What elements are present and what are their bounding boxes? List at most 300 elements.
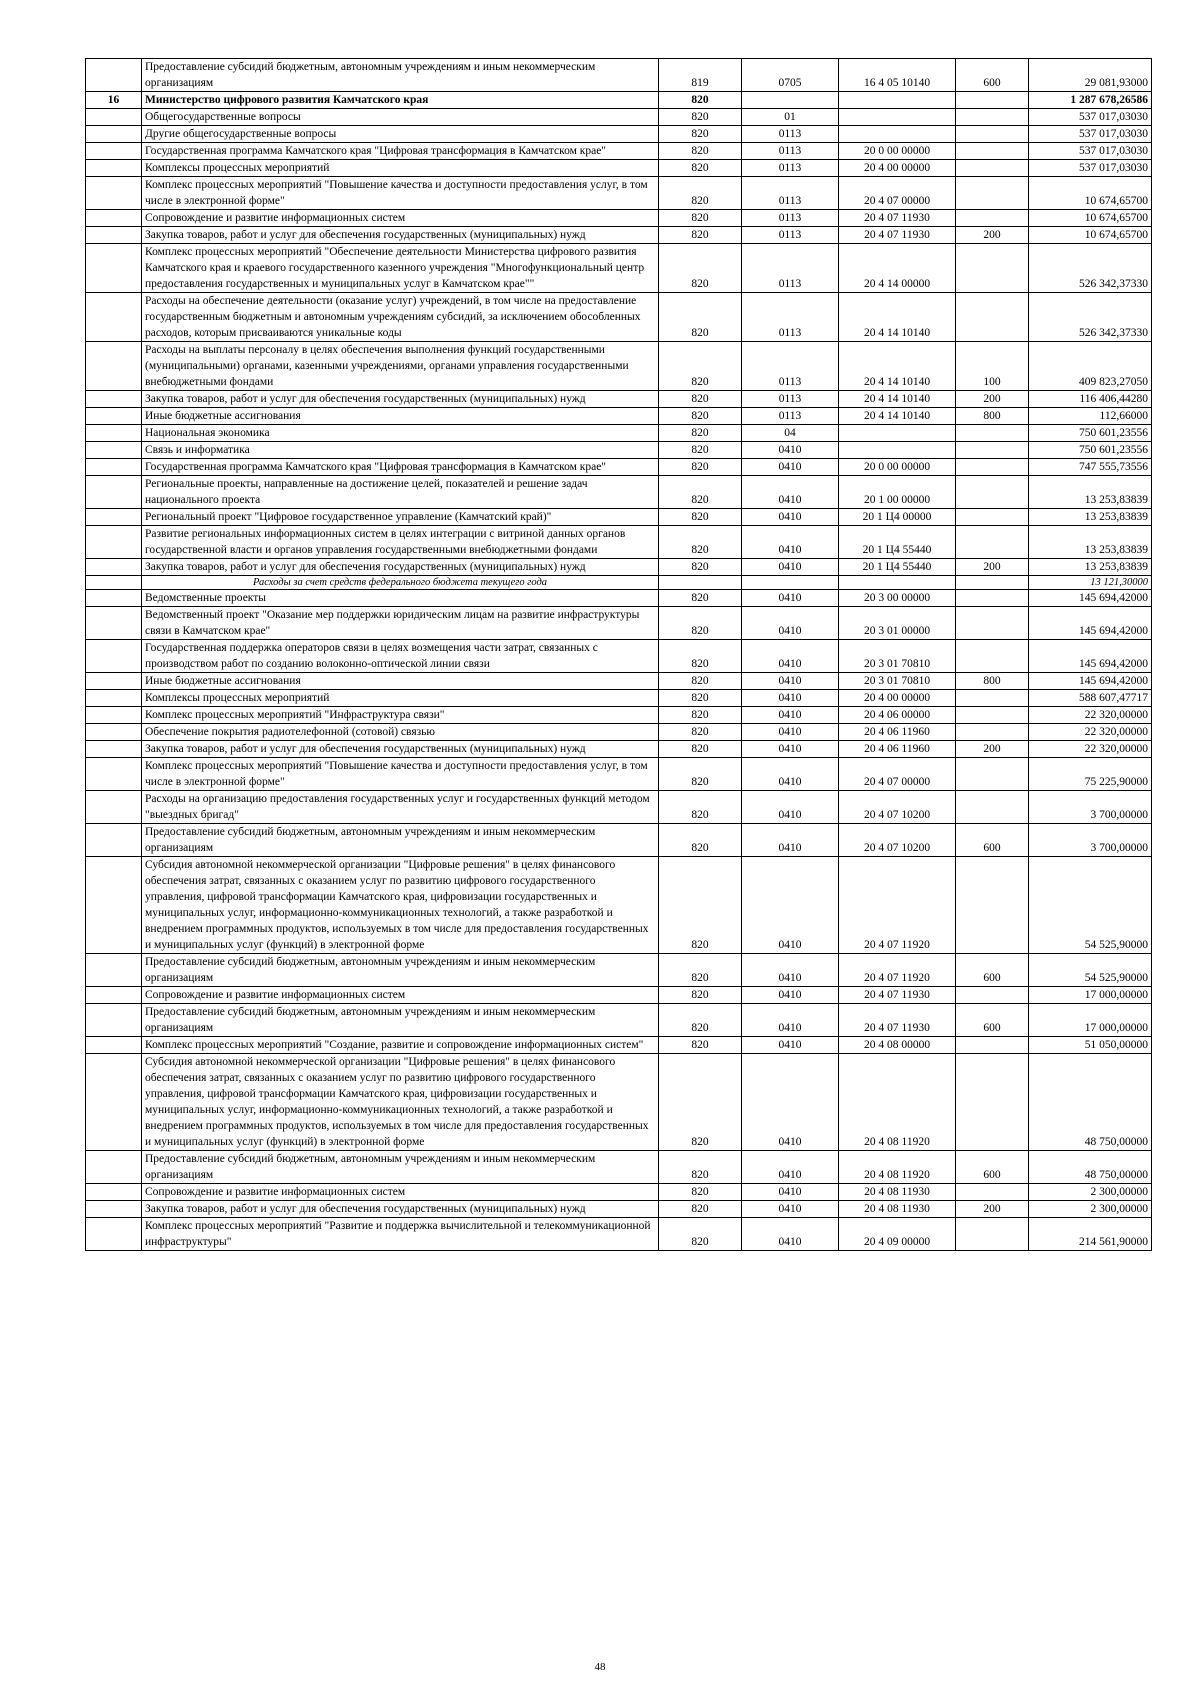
row-number-cell (86, 1004, 142, 1037)
table-row (86, 143, 1152, 160)
admin-code-cell: 820 (659, 673, 742, 690)
item-name-cell: Развитие региональных информационных систем в целях интеграции с витриной данных органов государственной власти и органов управления государственными внебюджетными фондами (142, 526, 659, 559)
amount-cell: 526 342,37330 (1029, 244, 1152, 293)
expense-type-cell (956, 425, 1029, 442)
row-number-cell (86, 707, 142, 724)
article-code-cell: 20 4 14 10140 (839, 391, 956, 408)
amount-cell: 145 694,42000 (1029, 607, 1152, 640)
article-code-cell (839, 425, 956, 442)
row-number-cell (86, 954, 142, 987)
amount-cell: 13 253,83839 (1029, 559, 1152, 576)
admin-code-cell (659, 576, 742, 590)
admin-code-cell: 820 (659, 459, 742, 476)
expense-type-cell (956, 707, 1029, 724)
expense-type-cell (956, 724, 1029, 741)
article-code-cell: 20 4 06 00000 (839, 707, 956, 724)
row-number-cell (86, 724, 142, 741)
article-code-cell: 20 4 07 10200 (839, 824, 956, 857)
table-row (86, 109, 1152, 126)
item-name-cell: Расходы за счет средств федерального бюджета текущего года (142, 576, 659, 590)
admin-code-cell: 820 (659, 741, 742, 758)
article-code-cell (839, 576, 956, 590)
article-code-cell (839, 92, 956, 109)
table-row (86, 1184, 1152, 1201)
table-row (86, 954, 1152, 987)
table-row (86, 391, 1152, 408)
table-row (86, 607, 1152, 640)
row-number-cell (86, 640, 142, 673)
amount-cell: 13 121,30000 (1029, 576, 1152, 590)
admin-code-cell: 820 (659, 987, 742, 1004)
section-code-cell: 0410 (742, 857, 839, 954)
amount-cell: 750 601,23556 (1029, 442, 1152, 459)
amount-cell: 22 320,00000 (1029, 724, 1152, 741)
expense-type-cell (956, 160, 1029, 177)
table-row (86, 210, 1152, 227)
admin-code-cell: 820 (659, 559, 742, 576)
expense-type-cell (956, 590, 1029, 607)
article-code-cell: 20 0 00 00000 (839, 143, 956, 160)
section-code-cell: 0410 (742, 1054, 839, 1151)
section-code-cell: 0705 (742, 59, 839, 92)
expense-type-cell: 200 (956, 227, 1029, 244)
item-name-cell: Расходы на обеспечение деятельности (оказание услуг) учреждений, в том числе на предоставление государственным бюджетным и автономным учреждениям субсидий, за исключением обособленных расходов, которым присваиваются уникальные коды (142, 293, 659, 342)
section-code-cell: 0410 (742, 509, 839, 526)
row-number-cell (86, 210, 142, 227)
item-name-cell: Комплексы процессных мероприятий (142, 690, 659, 707)
table-row (86, 509, 1152, 526)
item-name-cell: Сопровождение и развитие информационных систем (142, 1184, 659, 1201)
item-name-cell: Закупка товаров, работ и услуг для обеспечения государственных (муниципальных) нужд (142, 227, 659, 244)
row-number-cell (86, 143, 142, 160)
expense-type-cell (956, 1037, 1029, 1054)
item-name-cell: Закупка товаров, работ и услуг для обеспечения государственных (муниципальных) нужд (142, 1201, 659, 1218)
section-code-cell: 0113 (742, 126, 839, 143)
item-name-cell: Комплекс процессных мероприятий "Повышение качества и доступности предоставления услуг, в том числе в электронной форме" (142, 177, 659, 210)
article-code-cell: 20 1 Ц4 55440 (839, 559, 956, 576)
amount-cell: 526 342,37330 (1029, 293, 1152, 342)
article-code-cell: 20 1 Ц4 55440 (839, 526, 956, 559)
amount-cell: 2 300,00000 (1029, 1201, 1152, 1218)
admin-code-cell: 820 (659, 954, 742, 987)
section-code-cell: 0410 (742, 607, 839, 640)
item-name-cell: Региональные проекты, направленные на достижение целей, показателей и решение задач национального проекта (142, 476, 659, 509)
table-row (86, 177, 1152, 210)
table-row (86, 442, 1152, 459)
admin-code-cell: 820 (659, 109, 742, 126)
amount-cell: 409 823,27050 (1029, 342, 1152, 391)
row-number-cell (86, 526, 142, 559)
table-row (86, 59, 1152, 92)
table-row (86, 1037, 1152, 1054)
article-code-cell: 20 4 07 00000 (839, 758, 956, 791)
table-row (86, 526, 1152, 559)
expense-type-cell (956, 109, 1029, 126)
table-row (86, 987, 1152, 1004)
row-number-cell (86, 607, 142, 640)
amount-cell: 48 750,00000 (1029, 1151, 1152, 1184)
article-code-cell (839, 109, 956, 126)
section-code-cell: 0113 (742, 143, 839, 160)
row-number-cell (86, 425, 142, 442)
article-code-cell (839, 126, 956, 143)
item-name-cell: Комплекс процессных мероприятий "Инфраструктура связи" (142, 707, 659, 724)
table-row (86, 425, 1152, 442)
section-code-cell: 0113 (742, 293, 839, 342)
amount-cell: 54 525,90000 (1029, 954, 1152, 987)
expense-type-cell (956, 1054, 1029, 1151)
section-code-cell: 0410 (742, 442, 839, 459)
row-number-cell (86, 442, 142, 459)
section-code-cell: 0410 (742, 987, 839, 1004)
table-row (86, 1201, 1152, 1218)
table-row (86, 690, 1152, 707)
article-code-cell: 20 4 14 10140 (839, 342, 956, 391)
section-code-cell: 0410 (742, 954, 839, 987)
expense-type-cell: 600 (956, 824, 1029, 857)
table-row (86, 640, 1152, 673)
row-number-cell (86, 1054, 142, 1151)
item-name-cell: Иные бюджетные ассигнования (142, 408, 659, 425)
row-number-cell (86, 741, 142, 758)
expense-type-cell (956, 690, 1029, 707)
amount-cell: 537 017,03030 (1029, 109, 1152, 126)
article-code-cell: 16 4 05 10140 (839, 59, 956, 92)
section-code-cell: 0410 (742, 1151, 839, 1184)
amount-cell: 750 601,23556 (1029, 425, 1152, 442)
section-code-cell: 01 (742, 109, 839, 126)
page-number: 48 (594, 1661, 606, 1673)
section-code-cell: 0410 (742, 590, 839, 607)
item-name-cell: Сопровождение и развитие информационных систем (142, 987, 659, 1004)
amount-cell: 22 320,00000 (1029, 707, 1152, 724)
table-row (86, 857, 1152, 954)
row-number-cell (86, 1151, 142, 1184)
item-name-cell: Субсидия автономной некоммерческой организации "Цифровые решения" в целях финансового обеспечения затрат, связанных с оказанием услуг по развитию цифрового государственного управления, цифровой трансформации Камчатского края, цифровизации государственных и муниципальных услуг, информационно-коммуникационных технологий, а также разработкой и внедрением программных продуктов, используемых в том числе для предоставления государственных и муниципальных услуг (функций) в электронной форме (142, 857, 659, 954)
admin-code-cell: 820 (659, 391, 742, 408)
table-note-row (86, 576, 1152, 590)
item-name-cell: Комплекс процессных мероприятий "Развитие и поддержка вычислительной и телекоммуникационной инфраструктуры" (142, 1218, 659, 1251)
item-name-cell: Иные бюджетные ассигнования (142, 673, 659, 690)
admin-code-cell: 820 (659, 526, 742, 559)
item-name-cell: Расходы на организацию предоставления государственных услуг и государственных функций методом "выездных бригад" (142, 791, 659, 824)
section-code-cell: 0113 (742, 210, 839, 227)
row-number-cell (86, 987, 142, 1004)
expense-type-cell: 600 (956, 1151, 1029, 1184)
row-number-cell (86, 673, 142, 690)
article-code-cell: 20 4 08 00000 (839, 1037, 956, 1054)
section-code-cell: 0410 (742, 791, 839, 824)
article-code-cell: 20 4 07 11930 (839, 1004, 956, 1037)
item-name-cell: Обеспечение покрытия радиотелефонной (сотовой) связью (142, 724, 659, 741)
item-name-cell: Комплекс процессных мероприятий "Обеспечение деятельности Министерства цифрового развития Камчатского края и краевого государственного казенного учреждения "Многофункциональный центр предоставления государственных и муниципальных услуг в Камчатском крае"" (142, 244, 659, 293)
item-name-cell: Общегосударственные вопросы (142, 109, 659, 126)
expense-type-cell: 600 (956, 954, 1029, 987)
article-code-cell: 20 0 00 00000 (839, 459, 956, 476)
article-code-cell: 20 4 06 11960 (839, 741, 956, 758)
expense-type-cell (956, 640, 1029, 673)
item-name-cell: Комплекс процессных мероприятий "Повышение качества и доступности предоставления услуг, в том числе в электронной форме" (142, 758, 659, 791)
admin-code-cell: 820 (659, 177, 742, 210)
row-number-cell (86, 576, 142, 590)
article-code-cell: 20 4 09 00000 (839, 1218, 956, 1251)
item-name-cell: Министерство цифрового развития Камчатского края (142, 92, 659, 109)
row-number-cell (86, 559, 142, 576)
row-number-cell (86, 791, 142, 824)
admin-code-cell: 820 (659, 857, 742, 954)
item-name-cell: Государственная программа Камчатского края "Цифровая трансформация в Камчатском крае" (142, 459, 659, 476)
expense-type-cell (956, 293, 1029, 342)
article-code-cell: 20 4 14 10140 (839, 408, 956, 425)
table-row (86, 559, 1152, 576)
admin-code-cell: 820 (659, 342, 742, 391)
item-name-cell: Предоставление субсидий бюджетным, автономным учреждениям и иным некоммерческим организациям (142, 1151, 659, 1184)
item-name-cell: Ведомственный проект "Оказание мер поддержки юридическим лицам на развитие инфраструктуры связи в Камчатском крае" (142, 607, 659, 640)
section-code-cell: 0410 (742, 824, 839, 857)
row-number-cell (86, 1037, 142, 1054)
row-number-cell (86, 1184, 142, 1201)
article-code-cell: 20 3 01 70810 (839, 673, 956, 690)
expense-type-cell: 100 (956, 342, 1029, 391)
table-row (86, 408, 1152, 425)
item-name-cell: Государственная программа Камчатского края "Цифровая трансформация в Камчатском крае" (142, 143, 659, 160)
item-name-cell: Связь и информатика (142, 442, 659, 459)
amount-cell: 112,66000 (1029, 408, 1152, 425)
row-number-cell (86, 342, 142, 391)
admin-code-cell: 820 (659, 590, 742, 607)
admin-code-cell: 819 (659, 59, 742, 92)
budget-sheet (85, 58, 1148, 1251)
table-row (86, 92, 1152, 109)
article-code-cell: 20 1 Ц4 00000 (839, 509, 956, 526)
expense-type-cell (956, 459, 1029, 476)
item-name-cell: Предоставление субсидий бюджетным, автономным учреждениям и иным некоммерческим организациям (142, 954, 659, 987)
admin-code-cell: 820 (659, 1201, 742, 1218)
table-row (86, 1054, 1152, 1151)
admin-code-cell: 820 (659, 442, 742, 459)
item-name-cell: Государственная поддержка операторов связи в целях возмещения части затрат, связанных с производством работ по созданию волоконно-оптической линии связи (142, 640, 659, 673)
expense-type-cell (956, 1218, 1029, 1251)
admin-code-cell: 820 (659, 1184, 742, 1201)
table-row (86, 293, 1152, 342)
row-number-cell (86, 690, 142, 707)
amount-cell: 10 674,65700 (1029, 177, 1152, 210)
section-code-cell: 0113 (742, 160, 839, 177)
article-code-cell: 20 4 06 11960 (839, 724, 956, 741)
admin-code-cell: 820 (659, 724, 742, 741)
row-number-cell (86, 459, 142, 476)
table-row (86, 707, 1152, 724)
table-row (86, 1151, 1152, 1184)
admin-code-cell: 820 (659, 824, 742, 857)
item-name-cell: Сопровождение и развитие информационных систем (142, 210, 659, 227)
table-row (86, 758, 1152, 791)
amount-cell: 10 674,65700 (1029, 210, 1152, 227)
admin-code-cell: 820 (659, 476, 742, 509)
expense-type-cell (956, 476, 1029, 509)
expense-type-cell (956, 126, 1029, 143)
admin-code-cell: 820 (659, 408, 742, 425)
expense-type-cell: 600 (956, 59, 1029, 92)
expense-type-cell (956, 607, 1029, 640)
item-name-cell: Национальная экономика (142, 425, 659, 442)
article-code-cell: 20 4 08 11920 (839, 1054, 956, 1151)
table-row (86, 741, 1152, 758)
section-code-cell: 0113 (742, 227, 839, 244)
article-code-cell: 20 4 00 00000 (839, 160, 956, 177)
admin-code-cell: 820 (659, 210, 742, 227)
expense-type-cell (956, 177, 1029, 210)
item-name-cell: Ведомственные проекты (142, 590, 659, 607)
article-code-cell: 20 4 08 11920 (839, 1151, 956, 1184)
amount-cell: 537 017,03030 (1029, 160, 1152, 177)
item-name-cell: Расходы на выплаты персоналу в целях обеспечения выполнения функций государственными (муниципальными) органами, казенными учреждениями, органами управления государственными внебюджетными фондами (142, 342, 659, 391)
table-row (86, 227, 1152, 244)
admin-code-cell: 820 (659, 160, 742, 177)
article-code-cell: 20 4 08 11930 (839, 1201, 956, 1218)
amount-cell: 116 406,44280 (1029, 391, 1152, 408)
table-row (86, 824, 1152, 857)
row-number-cell (86, 476, 142, 509)
section-code-cell: 0113 (742, 408, 839, 425)
item-name-cell: Комплекс процессных мероприятий "Создание, развитие и сопровождение информационных систем" (142, 1037, 659, 1054)
amount-cell: 10 674,65700 (1029, 227, 1152, 244)
row-number-cell (86, 59, 142, 92)
amount-cell: 48 750,00000 (1029, 1054, 1152, 1151)
article-code-cell: 20 4 07 10200 (839, 791, 956, 824)
section-code-cell: 0410 (742, 559, 839, 576)
amount-cell: 54 525,90000 (1029, 857, 1152, 954)
admin-code-cell: 820 (659, 1218, 742, 1251)
table-row (86, 1004, 1152, 1037)
section-code-cell: 0410 (742, 1218, 839, 1251)
admin-code-cell: 820 (659, 92, 742, 109)
section-code-cell: 0113 (742, 177, 839, 210)
article-code-cell: 20 3 00 00000 (839, 590, 956, 607)
table-row (86, 476, 1152, 509)
section-code-cell: 0113 (742, 391, 839, 408)
section-code-cell: 0410 (742, 741, 839, 758)
section-code-cell: 0410 (742, 758, 839, 791)
row-number-cell (86, 758, 142, 791)
row-number-cell (86, 227, 142, 244)
row-number-cell: 16 (86, 92, 142, 109)
amount-cell: 1 287 678,26586 (1029, 92, 1152, 109)
table-row (86, 342, 1152, 391)
article-code-cell: 20 4 07 11930 (839, 210, 956, 227)
expense-type-cell (956, 576, 1029, 590)
expense-type-cell (956, 526, 1029, 559)
amount-cell: 747 555,73556 (1029, 459, 1152, 476)
expense-type-cell (956, 509, 1029, 526)
row-number-cell (86, 1218, 142, 1251)
admin-code-cell: 820 (659, 690, 742, 707)
article-code-cell: 20 4 07 11930 (839, 227, 956, 244)
section-code-cell: 0410 (742, 673, 839, 690)
row-number-cell (86, 126, 142, 143)
admin-code-cell: 820 (659, 126, 742, 143)
article-code-cell: 20 4 14 10140 (839, 293, 956, 342)
table-row (86, 791, 1152, 824)
expense-type-cell: 800 (956, 673, 1029, 690)
admin-code-cell: 820 (659, 1151, 742, 1184)
expense-type-cell: 200 (956, 741, 1029, 758)
amount-cell: 2 300,00000 (1029, 1184, 1152, 1201)
amount-cell: 3 700,00000 (1029, 824, 1152, 857)
article-code-cell: 20 4 07 11920 (839, 954, 956, 987)
article-code-cell: 20 3 01 70810 (839, 640, 956, 673)
amount-cell: 145 694,42000 (1029, 590, 1152, 607)
section-code-cell: 0410 (742, 1037, 839, 1054)
item-name-cell: Другие общегосударственные вопросы (142, 126, 659, 143)
expense-type-cell (956, 758, 1029, 791)
admin-code-cell: 820 (659, 607, 742, 640)
article-code-cell: 20 4 07 11930 (839, 987, 956, 1004)
amount-cell: 214 561,90000 (1029, 1218, 1152, 1251)
row-number-cell (86, 244, 142, 293)
row-number-cell (86, 509, 142, 526)
admin-code-cell: 820 (659, 509, 742, 526)
row-number-cell (86, 293, 142, 342)
row-number-cell (86, 590, 142, 607)
item-name-cell: Предоставление субсидий бюджетным, автономным учреждениям и иным некоммерческим организациям (142, 59, 659, 92)
admin-code-cell: 820 (659, 758, 742, 791)
amount-cell: 588 607,47717 (1029, 690, 1152, 707)
amount-cell: 13 253,83839 (1029, 526, 1152, 559)
section-code-cell (742, 92, 839, 109)
section-code-cell (742, 576, 839, 590)
section-code-cell: 0410 (742, 724, 839, 741)
amount-cell: 145 694,42000 (1029, 640, 1152, 673)
section-code-cell: 0410 (742, 476, 839, 509)
expense-type-cell: 200 (956, 1201, 1029, 1218)
article-code-cell (839, 442, 956, 459)
admin-code-cell: 820 (659, 227, 742, 244)
table-row (86, 590, 1152, 607)
table-row (86, 724, 1152, 741)
amount-cell: 13 253,83839 (1029, 476, 1152, 509)
admin-code-cell: 820 (659, 425, 742, 442)
amount-cell: 145 694,42000 (1029, 673, 1152, 690)
item-name-cell: Субсидия автономной некоммерческой организации "Цифровые решения" в целях финансового обеспечения затрат, связанных с оказанием услуг по развитию цифрового государственного управления, цифровой трансформации Камчатского края, цифровизации государственных и муниципальных услуг, информационно-коммуникационных технологий, а также разработкой и внедрением программных продуктов, используемых в том числе для предоставления государственных и муниципальных услуг (функций) в электронной форме (142, 1054, 659, 1151)
item-name-cell: Закупка товаров, работ и услуг для обеспечения государственных (муниципальных) нужд (142, 391, 659, 408)
section-code-cell: 0410 (742, 1201, 839, 1218)
section-code-cell: 0410 (742, 459, 839, 476)
row-number-cell (86, 391, 142, 408)
admin-code-cell: 820 (659, 640, 742, 673)
article-code-cell: 20 4 14 00000 (839, 244, 956, 293)
admin-code-cell: 820 (659, 707, 742, 724)
table-row (86, 1218, 1152, 1251)
amount-cell: 537 017,03030 (1029, 143, 1152, 160)
amount-cell: 17 000,00000 (1029, 987, 1152, 1004)
admin-code-cell: 820 (659, 791, 742, 824)
amount-cell: 3 700,00000 (1029, 791, 1152, 824)
admin-code-cell: 820 (659, 1054, 742, 1151)
section-code-cell: 0410 (742, 640, 839, 673)
expense-type-cell (956, 442, 1029, 459)
article-code-cell: 20 4 07 11920 (839, 857, 956, 954)
row-number-cell (86, 109, 142, 126)
amount-cell: 75 225,90000 (1029, 758, 1152, 791)
section-code-cell: 0410 (742, 1184, 839, 1201)
expense-type-cell (956, 791, 1029, 824)
table-row (86, 673, 1152, 690)
section-code-cell: 0410 (742, 690, 839, 707)
section-code-cell: 04 (742, 425, 839, 442)
row-number-cell (86, 408, 142, 425)
article-code-cell: 20 3 01 00000 (839, 607, 956, 640)
